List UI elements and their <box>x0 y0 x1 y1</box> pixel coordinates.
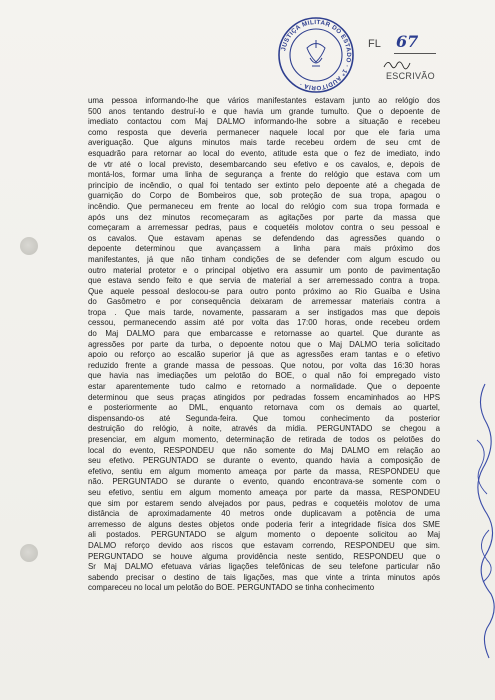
text-line: Que aquele pessoal deslocou-se para outro ponto próximo ao Rio Guaíba e Usina <box>88 286 440 296</box>
folio-number: 67 <box>396 32 419 51</box>
text-line: estar aparentemente tudo calmo e retornado a normalidade. Que o depoente <box>88 382 440 392</box>
text-line: começaram a arremessar pedras, paus e coquetéis molotov contra o seu pessoal e <box>88 223 440 233</box>
text-line: DALMO reforço devido aos riscos que estavam correndo, RESPONDEU que sim. <box>88 540 440 550</box>
text-line: imediato contactou com Maj DALMO informando-lhe sobre a situação e recebeu <box>88 117 440 127</box>
text-line: tropa . Que mais tarde, novamente, passaram a ser instigados mas que depois <box>88 307 440 317</box>
text-line: e posteriormente ao DML, enquanto retornava com os demais ao quartel, <box>88 403 440 413</box>
text-line: do Gasômetro e por consequência deixaram de arremessar materiais contra a <box>88 297 440 307</box>
text-line: ali postados. PERGUNTADO se algum momento o depoente solicitou ao Maj <box>88 530 440 540</box>
text-line: após uns dez minutos recomeçaram as agitações por parte da massa que <box>88 212 440 222</box>
text-line: local do evento, RESPONDEU que não somente do Maj DALMO em relação ao <box>88 445 440 455</box>
text-line: 500 anos tentando destruí-lo e que havia um grande tumulto. Que o depoente de <box>88 106 440 116</box>
text-line: incêndio. Que permaneceu em frente ao local do relógio com sua tropa formada e <box>88 201 440 211</box>
text-line: seu efetivo. PERGUNTADO se durante o evento, quando havia a composição de <box>88 456 440 466</box>
text-line: guarnição do Corpo de Bombeiros que, sob proteção de sua tropa, apagou o <box>88 191 440 201</box>
text-line: do Maj DALMO para que embarcasse e retornasse ao quartel. Que durante as <box>88 329 440 339</box>
text-line: princípio de incêndio, o qual foi tentado ser extinto pelo depoente até a chegada de <box>88 180 440 190</box>
folio-rule <box>394 53 436 54</box>
text-line: compareceu no local um pelotão do BOE. PERGUNTADO se tinha conhecimento <box>88 583 375 593</box>
text-line: não. PERGUNTADO se durante o evento, quando encontrava-se somente com o <box>88 477 440 487</box>
text-line: averiguação. Que alguns minutos mais tarde recebeu ordem de seu cmt de <box>88 138 440 148</box>
text-line: os cavalos. Que estavam apenas se defendendo das agressões quando o <box>88 233 440 243</box>
text-line: outro material protetor e o principal objetivo era assumir um ponto de pavimentação <box>88 265 440 275</box>
folio-caption: ESCRIVÃO <box>386 71 435 81</box>
text-line: destruição do relógio, à noite, através da mídia. PERGUNTADO se chegou a <box>88 424 440 434</box>
text-line: de vtr até o local previsto, desembarcando seu efetivo e os cavalos, e, depois de <box>88 159 440 169</box>
text-line: distância de aproximadamente 40 metros onde duplicavam a potência de uma <box>88 509 440 519</box>
court-seal-stamp <box>277 16 355 94</box>
svg-text:JUSTIÇA MILITAR DO ESTADO · 1ª: JUSTIÇA MILITAR DO ESTADO · 1ª AUDITORIA · <box>280 18 353 92</box>
text-line: como resposta que deveria permanecer naquele local por que ele faria uma <box>88 127 440 137</box>
text-line: que estava sendo feito e que servia de material a ser arremessado contra a tropa. <box>88 276 440 286</box>
text-line: determinou que seus praças atingidos por pedradas fossem encaminhados ao HPS <box>88 392 440 402</box>
text-line: montá-los, formar uma linha de segurança a frente do relógio que estava com um <box>88 170 440 180</box>
text-line: efetivo, sentiu em algum momento ameaça por parte da massa, RESPONDEU que <box>88 466 440 476</box>
text-line: agressões por parte da turba, o depoente notou que o Maj DALMO teria solicitado <box>88 339 440 349</box>
text-line: cessou, permanecendo assim até por volta das 17:00 horas, onde recebeu ordem <box>88 318 440 328</box>
folio-stamp <box>368 32 458 84</box>
text-line: que sim por estarem sendo alvejados por paus, pedras e coquetéis molotov de uma <box>88 498 440 508</box>
text-line: arremesso de alguns destes objetos onde poderia ferir a integridade física dos SME <box>88 519 440 529</box>
text-line: PERGUNTADO se houve alguma providência neste sentido, RESPONDEU que o <box>88 551 440 561</box>
text-line: dispensando-os até Segunda-feira. Que tomou conhecimento da posterior <box>88 413 440 423</box>
testimony-text <box>88 96 440 594</box>
text-line: que havia nas imediações um pelotão do BOE, o qual não foi empregado visto <box>88 371 440 381</box>
text-line: depoente determinou que avançassem a linha para mais próximo dos <box>88 244 440 254</box>
folio-label: FL <box>368 38 381 50</box>
text-line: seu efetivo, sentiu em algum momento ameaça por parte da massa, RESPONDEU <box>88 487 440 497</box>
text-line: apoio ou reforço ao escalão superior já que as agressões eram tantas e o efetivo <box>88 350 440 360</box>
punch-hole-top <box>20 237 38 255</box>
margin-signature <box>455 380 495 670</box>
text-line: Sr Maj DALMO efetuava várias ligações telefônicas de seu telefone particular não <box>88 562 440 572</box>
folio-signature <box>382 58 412 70</box>
text-line: manifestantes, já que não tinham condições de se defender com algum escudo ou <box>88 254 440 264</box>
text-line: sabendo precisar o destino de tais ligações, mas que vinte a trinta minutos após <box>88 572 440 582</box>
text-line: reduzido frente a grande massa de pessoas. Que notou, por volta das 16:30 horas <box>88 360 440 370</box>
text-line: uma pessoa informando-lhe que vários manifestantes estavam junto ao relógio dos <box>88 96 440 105</box>
punch-hole-bottom <box>20 544 38 562</box>
text-line: presenciar, em algum momento, determinação de retirada de todos os pelotões do <box>88 435 440 444</box>
text-line: esquadrão para retornar ao local do evento, atitude esta que o fez de imediato, indo <box>88 148 440 158</box>
